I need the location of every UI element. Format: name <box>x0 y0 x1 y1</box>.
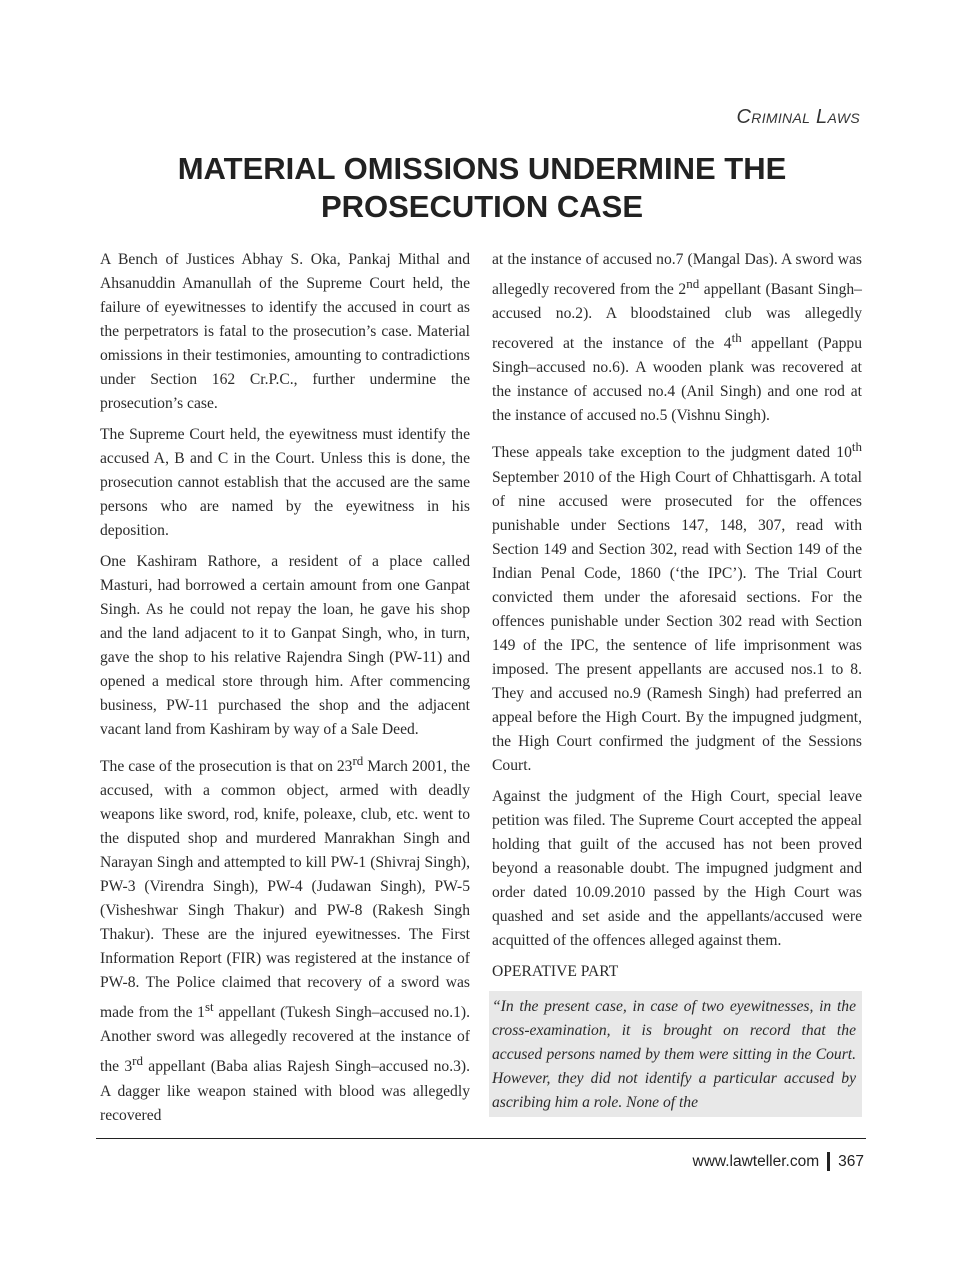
superscript: th <box>731 330 742 346</box>
operative-part-heading: OPERATIVE PART <box>492 962 619 980</box>
paragraph: The Supreme Court held, the eyewitness must identify the accused A, B and C in the Court. Unless this is done, the prosecution cannot establish that the accused are the same persons who are named by the eyewitness in his deposition. <box>100 426 470 539</box>
superscript: rd <box>132 1053 143 1069</box>
text-run: September 2010 of the High Court of Chhattisgarh. A total of nine accused were prosecuted for the offences punishable under Sections 147, 148, 307, read with Section 149 and Section 302, read with Section 149 of the Indian Penal Code, 1860 (‘the IPC’). The Trial Court convicted them under the aforesaid sections. For the offences punishable under Section 302 read with Section 149 of the IPC, the sentence of life imprisonment was imposed. The present appellants are accused nos.1 to 8. They and accused no.9 (Ramesh Singh) had preferred an appeal before the High Court. By the impugned judgment, the High Court confirmed the judgment of the Sessions Court. <box>492 468 862 774</box>
superscript: rd <box>352 753 364 768</box>
text-run: appellant (Basant Singh–accused no.2). A bloodstained club was allegedly recovered at the instance of the 4 <box>492 281 862 353</box>
text-run: appellant (Baba alias Rajesh Singh–accused no.3). A dagger like weapon stained with blood was allegedly recovered <box>100 1058 471 1124</box>
superscript: th <box>851 439 862 455</box>
footer-divider <box>96 1138 866 1139</box>
page-number: 367 <box>838 1152 864 1170</box>
page-footer <box>693 1152 865 1171</box>
paragraph: Against the judgment of the High Court, special leave petition was filed. The Supreme Court accepted the appeal holding that guilt of the accused has not been proved beyond a reasonable doubt. The impugned judgment and order dated 10.09.2010 passed by the High Court was quashed and set aside and the appellants/accused were acquitted of the offences alleged against them. <box>492 787 862 949</box>
section-label-text: Criminal Laws <box>736 106 860 128</box>
text-run: These appeals take exception to the judgment dated 10 <box>492 444 852 462</box>
superscript: nd <box>686 276 700 291</box>
quoted-excerpt: “In the present case, in case of two eyewitnesses, in the cross-examination, it is brought on record that the accused persons named by them were sitting in the Court. However, they did not identify a particular accused by ascribing him a role. None of the <box>489 991 862 1117</box>
paragraph <box>492 435 862 777</box>
paragraph: One Kashiram Rathore, a resident of a place called Masturi, had borrowed a certain amount from one Ganpat Singh. As he could not repay the loan, he gave his shop and the land adjacent to it to Ganpat Singh, who, in turn, gave the shop to his relative Rajendra Singh (PW-11) and opened a medical store through him. After commencing business, PW-11 purchased the shop and the adjacent vacant land from Kashiram by way of a Sale Deed. <box>100 553 470 738</box>
text-run: March 2001, the accused, with a common object, armed with deadly weapons like sword, rod, knife, poleaxe, club, etc. went to the disputed shop and murdered Manrakhan Singh and Narayan Singh and attempted to kill PW-1 (Shivraj Singh), PW-3 (Virendra Singh), PW-4 (Judawan Singh), PW-5 (Visheshwar Singh Thakur) and PW-8 (Rakesh Singh Thakur). These are the injured eyewitnesses. The First Information Report (FIR) was registered at the instance of PW-8. The Police claimed that recovery of a sword was made from the 1 <box>100 758 471 1022</box>
superscript: st <box>204 999 214 1015</box>
paragraph <box>492 248 862 428</box>
paragraph <box>100 749 470 1128</box>
section-label <box>737 106 860 129</box>
text-run: at the instance of accused no.7 (Mangal Das). A sword was allegedly recovered from the 2 <box>492 251 862 299</box>
footer-separator <box>827 1152 830 1171</box>
paragraph: A Bench of Justices Abhay S. Oka, Pankaj Mithal and Ahsanuddin Amanullah of the Supreme Court held, the failure of eyewitnesses to identify the accused in court as the perpetrators is fatal to the prosecution’s case. Material omissions in their testimonies, amounting to contradictions under Section 162 Cr.P.C., further undermine the prosecution’s case. <box>100 251 470 412</box>
text-run: appellant (Pappu Singh–accused no.6). A wooden plank was recovered at the instance of accused no.4 (Anil Singh) and one rod at the instance of accused no.5 (Vishnu Singh). <box>492 335 862 425</box>
text-run: appellant (Tukesh Singh–accused no.1). Another sword was allegedly recovered at the instance of the 3 <box>100 1004 471 1076</box>
left-column <box>100 248 470 1135</box>
website-link[interactable]: www.lawteller.com <box>692 1152 820 1170</box>
text-run: The case of the prosecution is that on 23 <box>100 758 353 776</box>
article-title: MATERIAL OMISSIONS UNDERMINE THE PROSECUTION CASE <box>177 151 787 224</box>
right-column <box>492 248 862 1117</box>
